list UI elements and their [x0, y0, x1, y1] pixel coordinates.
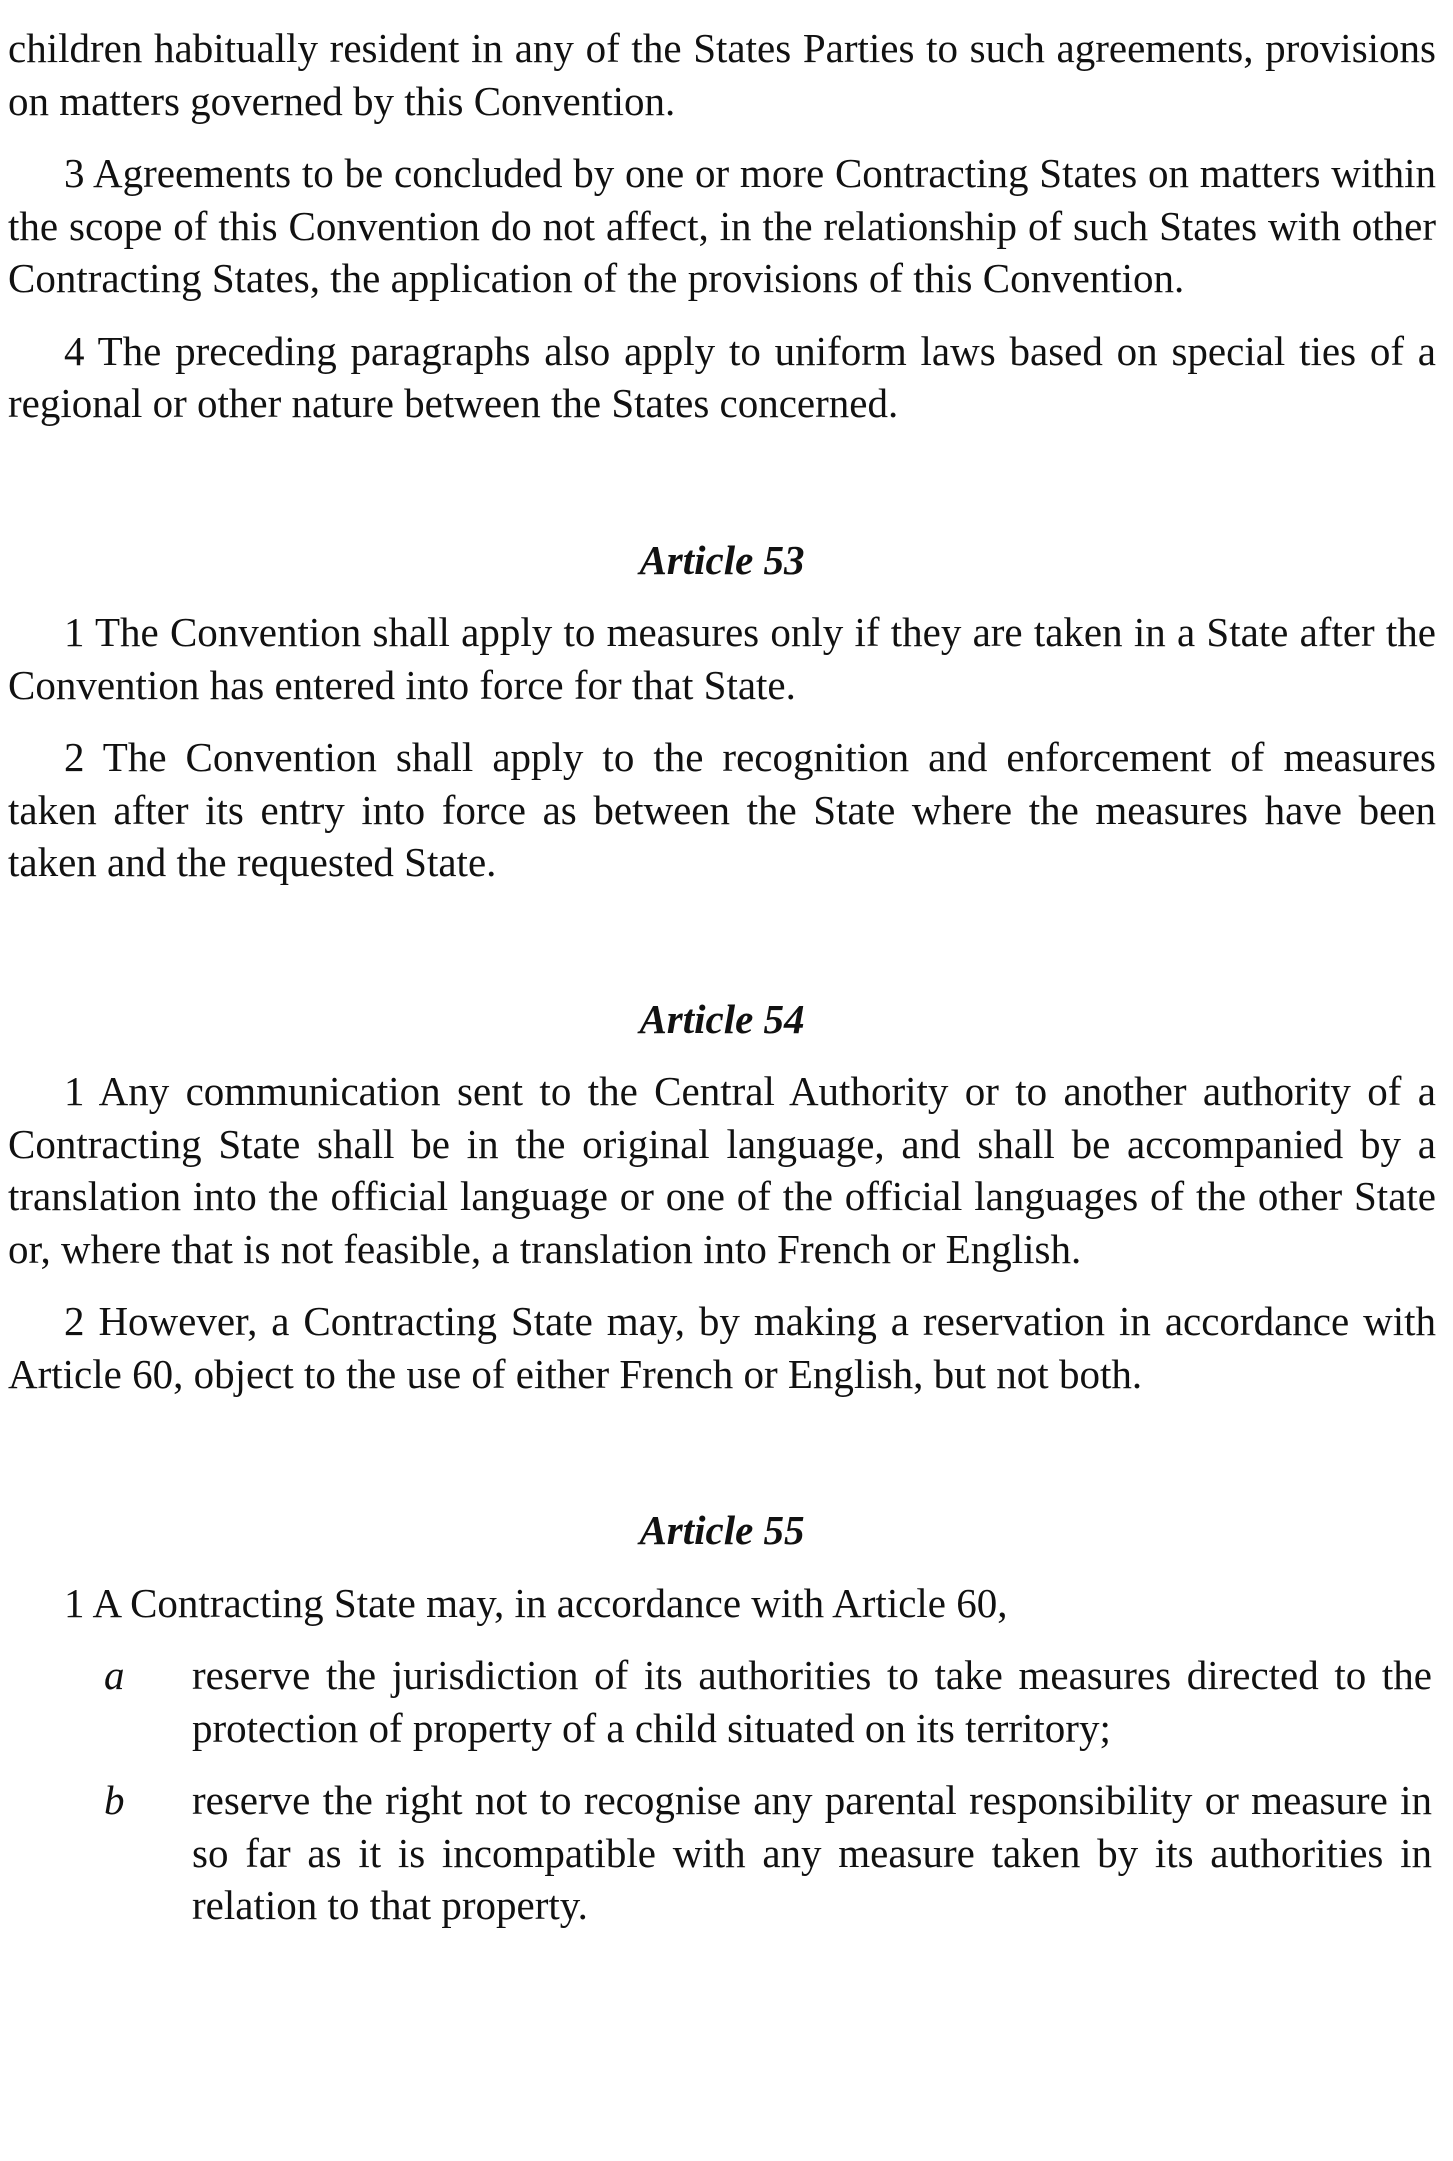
- list-item-a: [8, 1649, 1436, 1754]
- article-53-heading: Article 53: [639, 536, 805, 583]
- article-54-paragraph-2: 2 However, a Contracting State may, by making a reservation in accordance with Article 60, object to the use of either French or English, but not both.: [8, 1298, 1436, 1397]
- article-54-paragraph-1: 1 Any communication sent to the Central Authority or to another authority of a Contracting State shall be in the original language, and shall be accompanied by a translation into the official language or one of the official languages of the other State or, where that is not feasible, a translation into French or English.: [8, 1068, 1436, 1272]
- paragraph-3: 3 Agreements to be concluded by one or more Contracting States on matters within the scope of this Convention do not affect, in the relationship of such States with other Contracting States, the application of the provisions of this Convention.: [8, 150, 1436, 301]
- article-53-paragraph-2: 2 The Convention shall apply to the recognition and enforcement of measures taken after its entry into force as between the State where the measures have been taken and the requested State.: [8, 734, 1436, 885]
- list-item-letter: b: [104, 1777, 125, 1823]
- continuation-paragraph: children habitually resident in any of the States Parties to such agreements, provisions on matters governed by this Convention.: [8, 25, 1436, 124]
- document-page: [8, 22, 1436, 1932]
- article-53: [8, 534, 1436, 889]
- article-53-paragraph-1: 1 The Convention shall apply to measures only if they are taken in a State after the Convention has entered into force for that State.: [8, 609, 1436, 708]
- article-55-heading: Article 55: [639, 1507, 805, 1553]
- article-54-heading: Article 54: [639, 995, 805, 1042]
- article-55: [8, 1504, 1436, 1932]
- list-item-text: reserve the jurisdiction of its authorities to take measures directed to the protection of property of a child situated on its territory;: [192, 1652, 1432, 1751]
- paragraph-4: 4 The preceding paragraphs also apply to uniform laws based on special ties of a regional or other nature between the States concerned.: [8, 327, 1436, 426]
- article-54: [8, 993, 1436, 1401]
- list-item-letter: a: [104, 1652, 125, 1698]
- article-55-paragraph-1: 1 A Contracting State may, in accordance with Article 60,: [64, 1579, 1008, 1626]
- list-item-b: [8, 1774, 1436, 1932]
- list-item-text: reserve the right not to recognise any parental responsibility or measure in so far as it is incompatible with any measure taken by its authorities in relation to that property.: [192, 1777, 1432, 1928]
